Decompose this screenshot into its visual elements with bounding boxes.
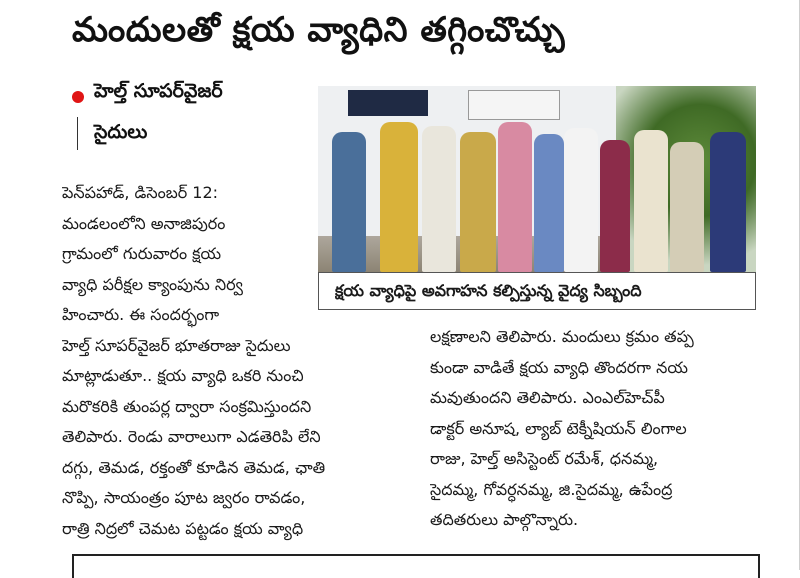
next-article-box [72, 554, 760, 578]
article-line: హెల్త్ సూపర్‌వైజర్ భూతరాజు సైదులు [62, 335, 291, 355]
photo-caption: క్షయ వ్యాధిపై అవగాహన కల్పిస్తున్న వైద్య సిబ్బంది [318, 272, 756, 310]
person [460, 132, 496, 272]
article-line: రాజు, హెల్త్ అసిస్టెంట్ రమేశ్, ధనమ్మ, [430, 449, 659, 468]
photo-notice-board [468, 90, 560, 120]
byline-divider [77, 117, 78, 150]
article-line: గ్రామంలో గురువారం క్షయ [62, 244, 222, 263]
article-line: తదితరులు పాల్గొన్నారు. [430, 510, 579, 529]
byline-title: హెల్త్ సూపర్‌వైజర్ [94, 80, 223, 102]
article-line: మండలంలోని అనాజిపురం [62, 213, 226, 233]
article-line: కుండా వాడితే క్షయ వ్యాధి తొందరగా నయ [430, 357, 688, 377]
article-line: సైదమ్మ, గోవర్ధనమ్మ, జి.సైదమ్మ, ఉపేంద్ర [430, 479, 673, 499]
person [564, 128, 598, 272]
person [710, 132, 746, 272]
person [634, 130, 668, 272]
headline: మందులతో క్షయ వ్యాధిని తగ్గించొచ్చు [72, 10, 566, 50]
article-line: వ్యాధి పరీక్షల క్యాంపును నిర్వ [62, 274, 243, 294]
person [498, 122, 532, 272]
red-bullet-icon [72, 91, 84, 103]
article-line: లక్షణాలని తెలిపారు. మందులు క్రమం తప్ప [430, 327, 694, 346]
article-line: రాత్రి నిద్రలో చెమట పట్టడం క్షయ వ్యాధి [62, 518, 304, 538]
person [422, 126, 456, 272]
article-line: తెలిపారు. రెండు వారాలుగా ఎడతెరిపి లేని [62, 427, 321, 446]
person [600, 140, 630, 272]
article-line: దగ్గు, తెమడ, రక్తంతో కూడిన తెమడ, ఛాతి [62, 457, 326, 477]
article-line: నొప్పి, సాయంత్రం పూట జ్వరం రావడం, [62, 488, 306, 507]
article-column-1 [62, 178, 404, 544]
article-line: మవుతుందని తెలిపారు. ఎంఎల్‌హెచ్‌పీ [430, 388, 665, 407]
person [534, 134, 564, 272]
person [670, 142, 704, 272]
article-line: పెన్‌పహాడ్, డిసెంబర్ 12: [62, 183, 219, 202]
article-column-2 [430, 322, 772, 536]
article-line: హించారు. ఈ సందర్భంగా [62, 305, 220, 324]
photo-sign-board [348, 90, 428, 116]
article-line: మరొకరికి తుంపర్ల ద్వారా సంక్రమిస్తుందని [62, 396, 312, 416]
article-line: డాక్టర్ అనూష, ల్యాబ్ టెక్నీషియన్ లింగాల [430, 418, 687, 438]
article-line: మాట్లాడుతూ.. క్షయ వ్యాధి ఒకరి నుంచి [62, 366, 304, 385]
byline-name: సైదులు [94, 121, 148, 143]
